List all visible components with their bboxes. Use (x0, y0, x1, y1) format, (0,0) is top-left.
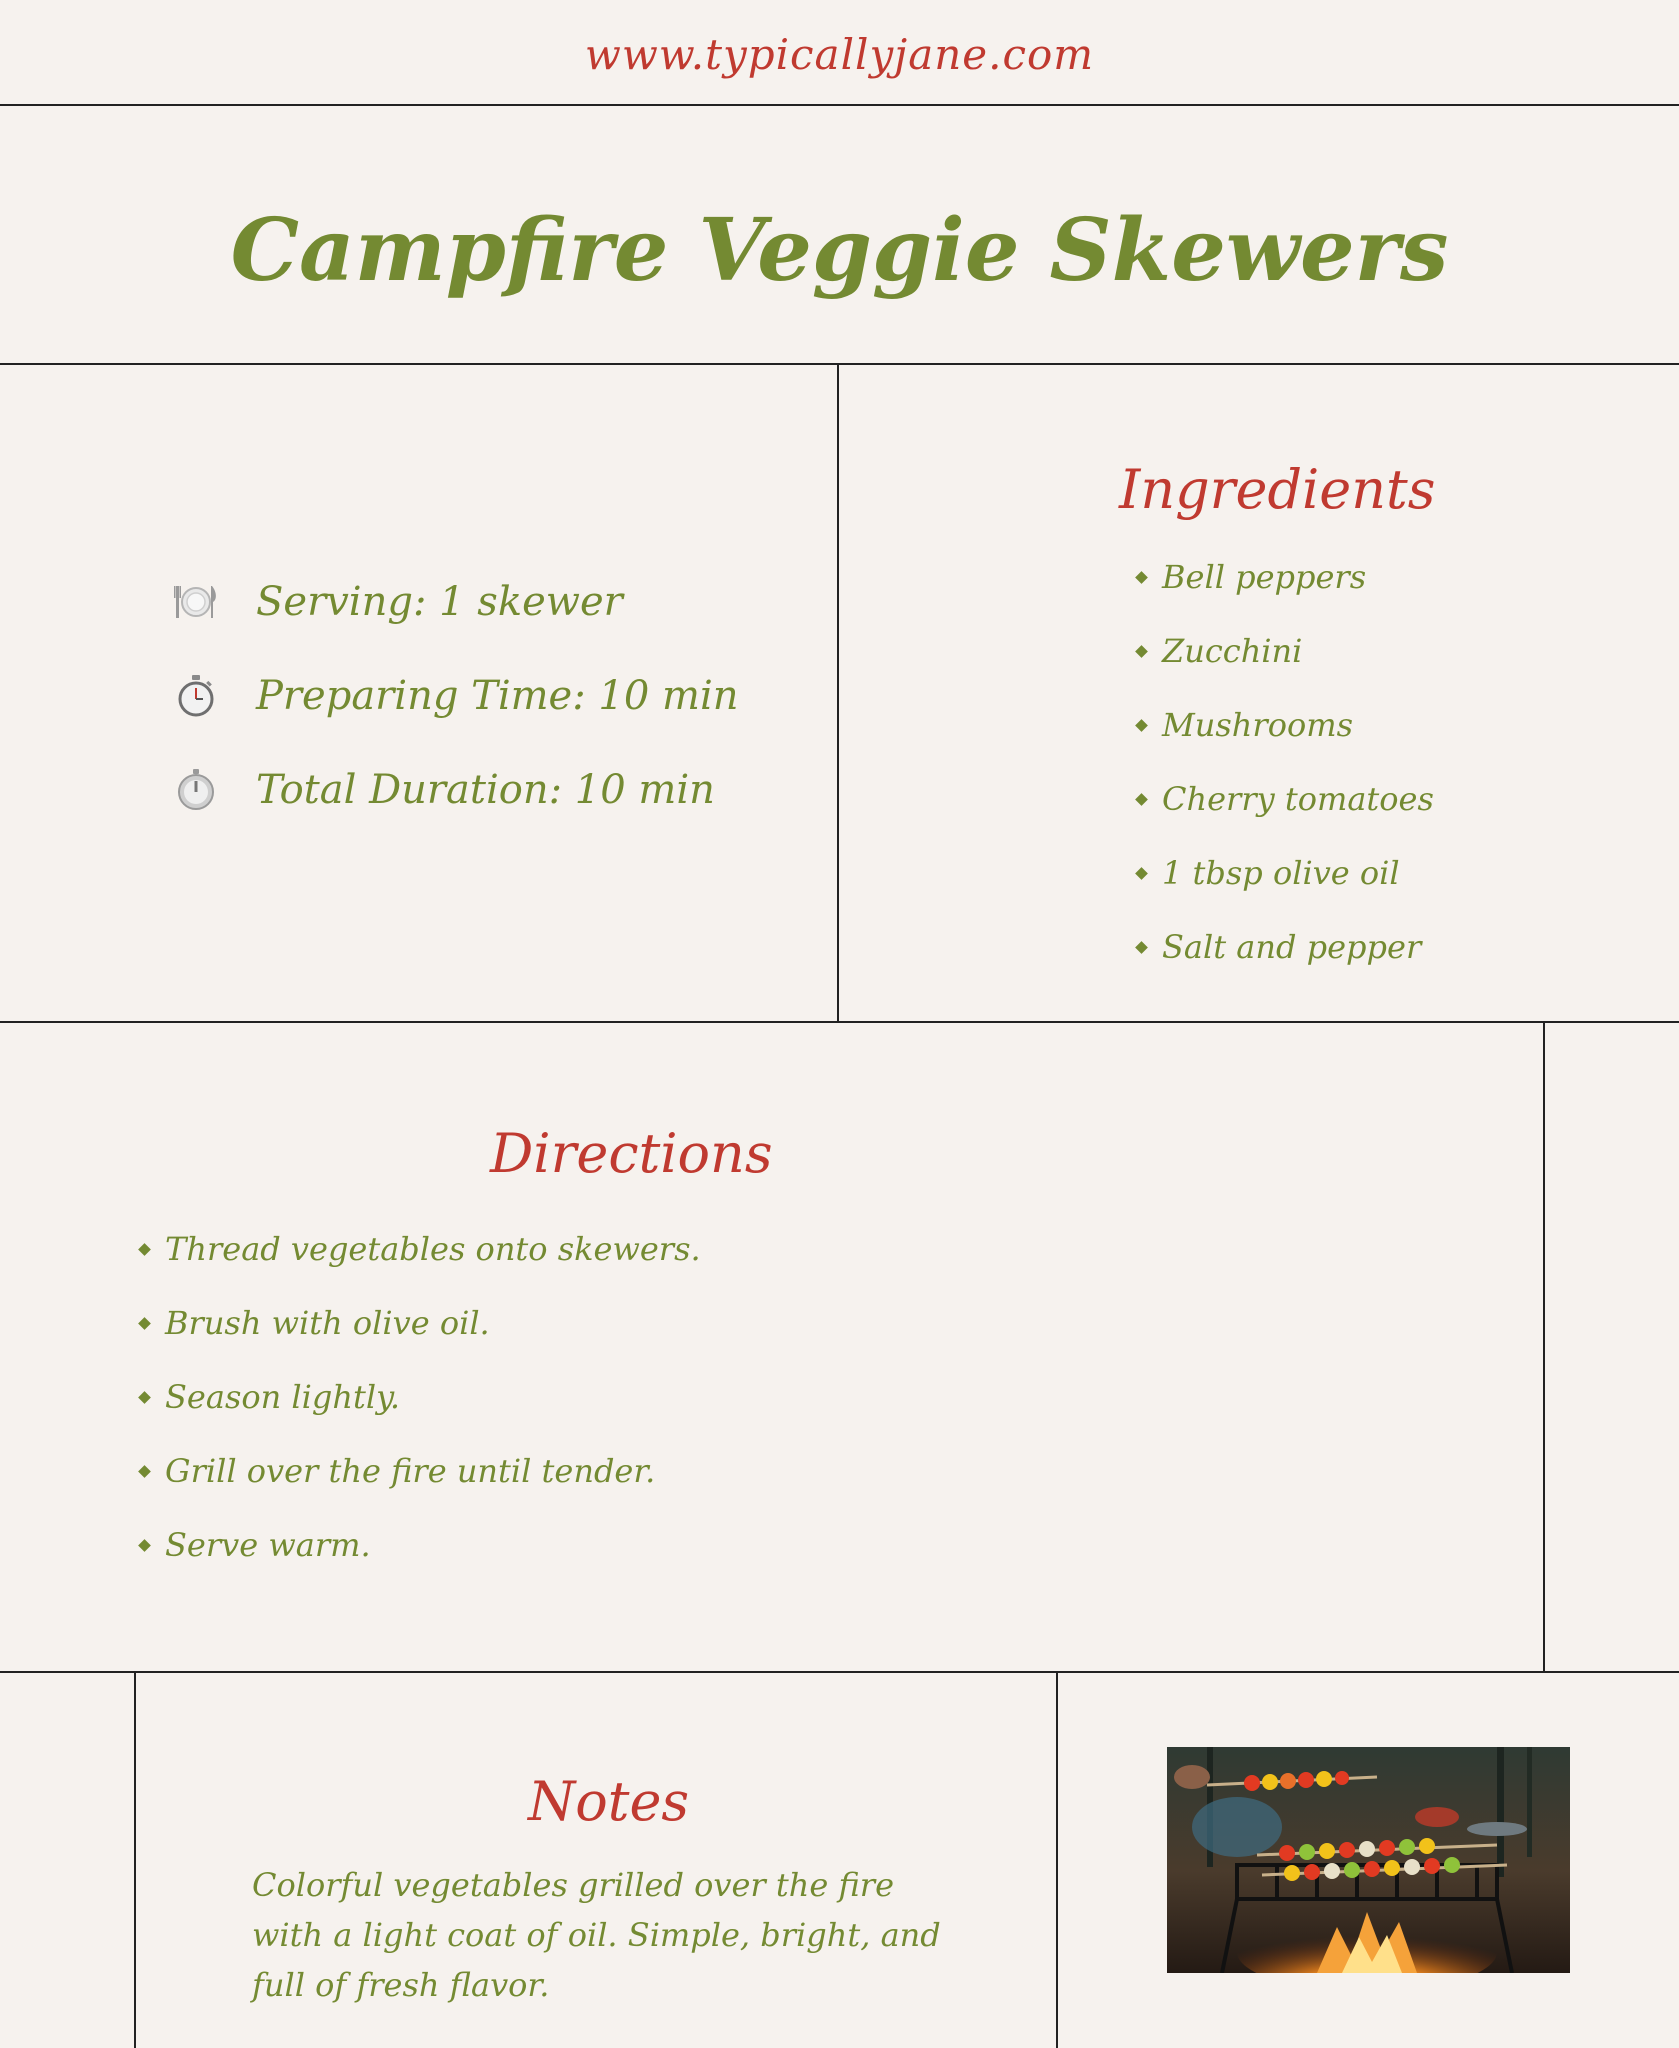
ingredients-list (1137, 540, 1434, 984)
list-item: Brush with olive oil. (140, 1286, 701, 1360)
bullet-icon (1135, 793, 1148, 806)
meta-prep-time (172, 649, 739, 743)
meta-total-duration-text: Total Duration: 10 min (256, 767, 715, 813)
notes-text: Colorful vegetables grilled over the fire with a light coat of oil. Simple, bright, and full of fresh flavor. (252, 1866, 941, 2004)
bullet-icon (1135, 645, 1148, 658)
bullet-icon (138, 1317, 151, 1330)
meta-serving (172, 555, 739, 649)
list-item: Salt and pepper (1137, 910, 1434, 984)
notes-heading: Notes (528, 1770, 690, 1833)
bullet-icon (1135, 719, 1148, 732)
divider-directions (0, 1671, 1679, 1673)
list-item: Grill over the fire until tender. (140, 1434, 701, 1508)
bullet-icon (1135, 941, 1148, 954)
list-item: Serve warm. (140, 1508, 701, 1582)
bullet-icon (138, 1391, 151, 1404)
divider-header (0, 104, 1679, 106)
divider-title (0, 363, 1679, 365)
ingredients-heading: Ingredients (1119, 458, 1436, 521)
divider-directions-right (1543, 1021, 1545, 1673)
bullet-icon (1135, 867, 1148, 880)
recipe-meta (172, 555, 739, 837)
meta-total-duration (172, 743, 739, 837)
list-item: Zucchini (1137, 614, 1434, 688)
skewers-photo (1167, 1747, 1570, 1973)
meta-serving-text: Serving: 1 skewer (256, 579, 623, 625)
stopwatch-icon (172, 672, 220, 720)
list-item: Thread vegetables onto skewers. (140, 1212, 701, 1286)
bullet-icon (138, 1539, 151, 1552)
list-item: Season lightly. (140, 1360, 701, 1434)
list-item: Mushrooms (1137, 688, 1434, 762)
site-url[interactable]: www.typicallyjane.com (584, 30, 1095, 79)
divider-meta (0, 1021, 1679, 1023)
meta-prep-time-text: Preparing Time: 10 min (256, 673, 739, 719)
list-item: Bell peppers (1137, 540, 1434, 614)
list-item: Cherry tomatoes (1137, 762, 1434, 836)
bullet-icon (138, 1465, 151, 1478)
directions-heading: Directions (490, 1122, 773, 1185)
list-item: 1 tbsp olive oil (1137, 836, 1434, 910)
directions-list (140, 1212, 701, 1582)
bullet-icon (138, 1243, 151, 1256)
divider-notes-left (134, 1671, 136, 2048)
divider-notes-photo (1056, 1671, 1058, 2048)
bullet-icon (1135, 571, 1148, 584)
divider-meta-ingredients (837, 363, 839, 1023)
timer-icon (172, 766, 220, 814)
plate-cutlery-icon (172, 578, 220, 626)
recipe-title: Campfire Veggie Skewers (230, 200, 1449, 301)
